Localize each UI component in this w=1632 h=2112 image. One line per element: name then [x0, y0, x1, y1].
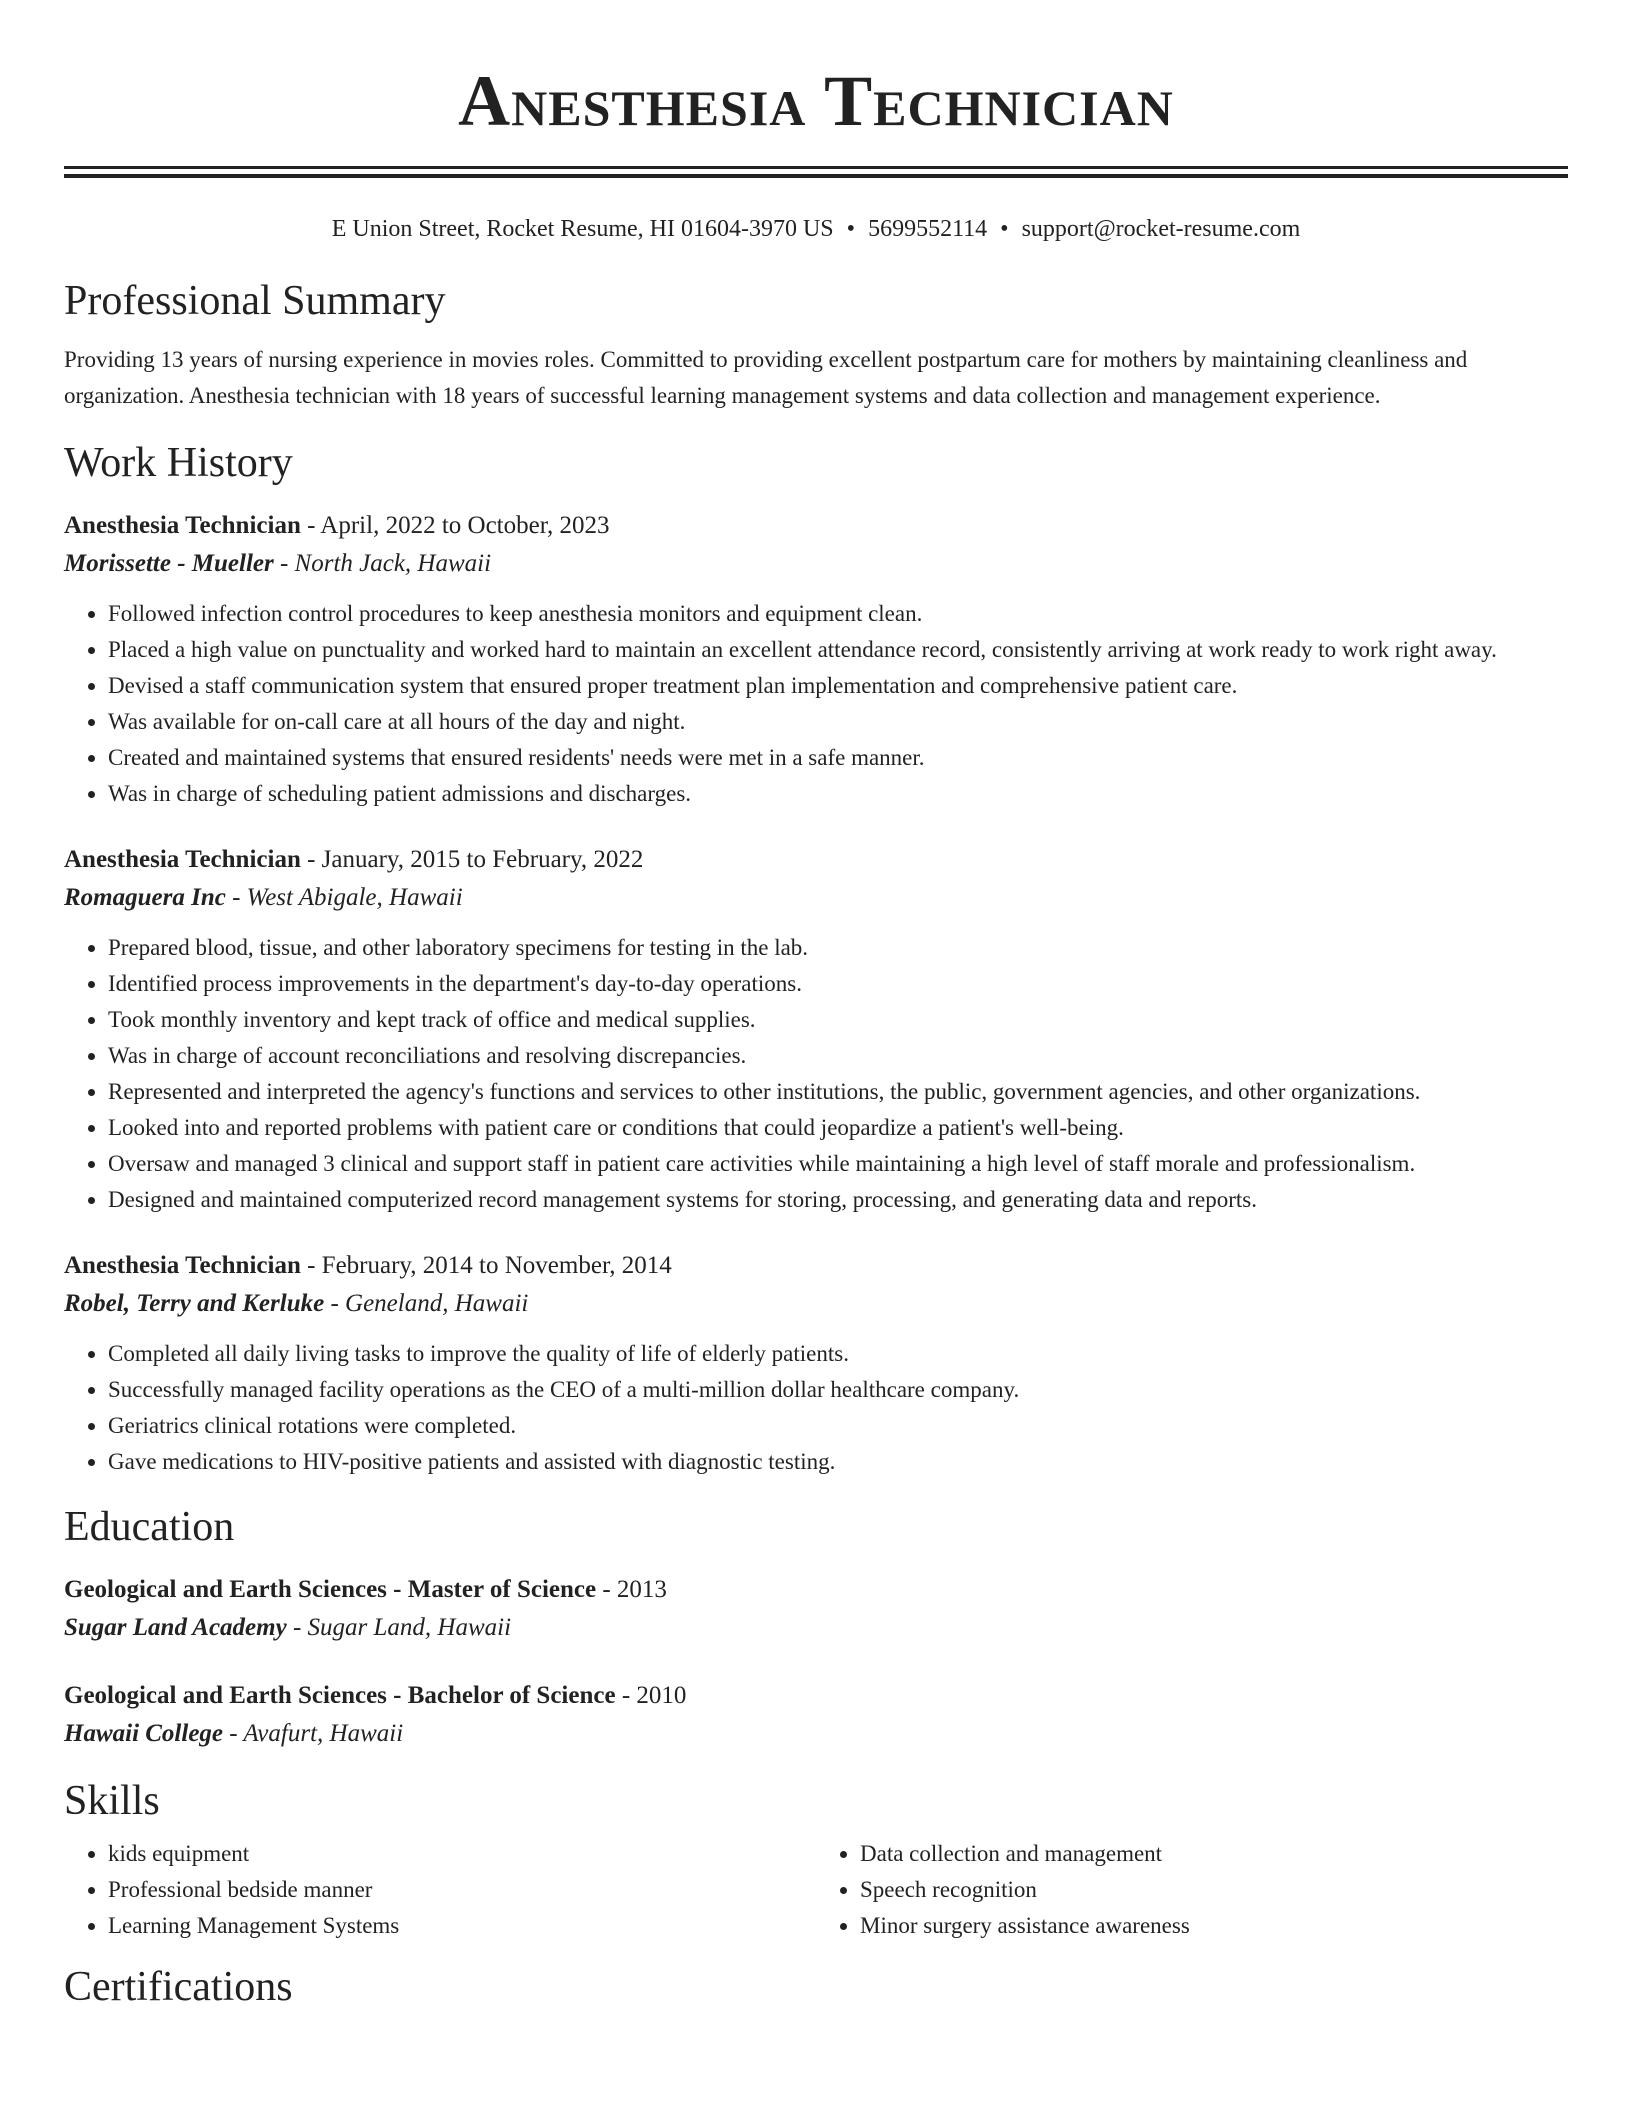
job-location: - West Abigale, Hawaii — [225, 884, 463, 911]
job-header — [64, 842, 1568, 878]
job-company-line — [64, 878, 1568, 918]
education-school: Sugar Land Academy — [64, 1614, 287, 1641]
skills-list — [64, 1836, 1568, 1944]
list-item: • Data collection and management — [860, 1836, 1568, 1872]
list-item: • Devised a staff communication system that ensured proper treatment plan implementation and comprehensive patient care. — [108, 668, 1568, 704]
list-item: • Created and maintained systems that ensured residents' needs were met in a safe manner. — [108, 740, 1568, 776]
contact-separator: • — [1000, 216, 1009, 242]
skills-column-left — [64, 1836, 816, 1944]
skills-column-right — [816, 1836, 1568, 1944]
list-item: • Followed infection control procedures to keep anesthesia monitors and equipment clean. — [108, 596, 1568, 632]
summary-heading: Professional Summary — [64, 278, 446, 324]
education-degree: Geological and Earth Sciences - Bachelor of Science — [64, 1682, 616, 1709]
list-item: • Professional bedside manner — [108, 1872, 816, 1908]
list-item: • Placed a high value on punctuality and worked hard to maintain an excellent attendance record, consistently arriving at work ready to work right away. — [108, 632, 1568, 668]
contact-address: E Union Street, Rocket Resume, HI 01604-3970 US — [331, 216, 834, 242]
job-header — [64, 508, 1568, 544]
education-school-line — [64, 1714, 1568, 1754]
job-company-line — [64, 544, 1568, 584]
education-heading: Education — [64, 1504, 235, 1550]
contact-email: support@rocket-resume.com — [1021, 216, 1301, 242]
education-degree-line — [64, 1678, 1568, 1714]
summary-text: Providing 13 years of nursing experience in movies roles. Committed to providing excellent postpartum care for mothers by maintaining cleanliness and organization. Anesthesia technician with 18 years of successful learning management systems and data collection and management experience. — [64, 347, 1468, 408]
job-header — [64, 1248, 1568, 1284]
list-item: • Oversaw and managed 3 clinical and support staff in patient care activities while maintaining a high level of staff morale and professionalism. — [108, 1146, 1568, 1182]
list-item: • Gave medications to HIV-positive patients and assisted with diagnostic testing. — [108, 1444, 1568, 1480]
job-location: - North Jack, Hawaii — [273, 550, 492, 577]
list-item: • Looked into and reported problems with patient care or conditions that could jeopardize a patient's well-being. — [108, 1110, 1568, 1146]
contact-line — [64, 214, 1568, 244]
education-degree: Geological and Earth Sciences - Master of Science — [64, 1576, 597, 1603]
education-location: - Avafurt, Hawaii — [223, 1720, 404, 1747]
list-item: • Learning Management Systems — [108, 1908, 816, 1944]
job-title: Anesthesia Technician — [64, 1252, 301, 1279]
list-item: • Speech recognition — [860, 1872, 1568, 1908]
job-company: Romaguera Inc — [64, 884, 226, 911]
list-item: • kids equipment — [108, 1836, 816, 1872]
skills-heading: Skills — [64, 1778, 160, 1824]
list-item: • Minor surgery assistance awareness — [860, 1908, 1568, 1944]
contact-phone: 5699552114 — [868, 216, 988, 242]
list-item: • Prepared blood, tissue, and other laboratory specimens for testing in the lab. — [108, 930, 1568, 966]
contact-separator: • — [846, 216, 856, 242]
resume-page — [64, 0, 1568, 2012]
job-title: Anesthesia Technician — [64, 846, 301, 873]
education-location: - Sugar Land, Hawaii — [286, 1614, 512, 1641]
job-dates: - January, 2015 to February, 2022 — [300, 846, 644, 873]
list-item: • Was in charge of scheduling patient admissions and discharges. — [108, 776, 1568, 812]
education-school: Hawaii College — [64, 1720, 224, 1747]
list-item: • Represented and interpreted the agency's functions and services to other institutions, the public, government agencies, and other organizations. — [108, 1074, 1568, 1110]
list-item: • Completed all daily living tasks to improve the quality of life of elderly patients. — [108, 1336, 1568, 1372]
job-bullets — [64, 1336, 1568, 1480]
job-dates: - April, 2022 to October, 2023 — [300, 512, 610, 539]
resume-name: Anesthesia Technician — [458, 61, 1174, 141]
education-entry — [64, 1678, 1568, 1754]
job-bullets — [64, 596, 1568, 812]
job-entry — [64, 842, 1568, 1218]
job-company: Robel, Terry and Kerluke — [64, 1290, 325, 1317]
job-company-line — [64, 1284, 1568, 1324]
job-entry — [64, 508, 1568, 812]
job-bullets — [64, 930, 1568, 1218]
list-item: • Was in charge of account reconciliations and resolving discrepancies. — [108, 1038, 1568, 1074]
list-item: • Designed and maintained computerized record management systems for storing, processing, and generating data and reports. — [108, 1182, 1568, 1218]
job-entry — [64, 1248, 1568, 1480]
job-company: Morissette - Mueller — [64, 550, 274, 577]
education-degree-line — [64, 1572, 1568, 1608]
job-title: Anesthesia Technician — [64, 512, 301, 539]
list-item: • Successfully managed facility operations as the CEO of a multi-million dollar healthcare company. — [108, 1372, 1568, 1408]
work-history-heading: Work History — [64, 440, 293, 486]
header-rule-bottom — [64, 174, 1568, 178]
list-item: • Identified process improvements in the department's day-to-day operations. — [108, 966, 1568, 1002]
certifications-heading: Certifications — [64, 1964, 293, 2010]
job-dates: - February, 2014 to November, 2014 — [300, 1252, 672, 1279]
education-year: - 2013 — [596, 1576, 667, 1603]
education-entry — [64, 1572, 1568, 1648]
list-item: • Took monthly inventory and kept track of office and medical supplies. — [108, 1002, 1568, 1038]
list-item: • Geriatrics clinical rotations were completed. — [108, 1408, 1568, 1444]
list-item: • Was available for on-call care at all hours of the day and night. — [108, 704, 1568, 740]
education-year: - 2010 — [615, 1682, 687, 1709]
education-school-line — [64, 1608, 1568, 1648]
header-rule-top — [64, 166, 1568, 169]
job-location: - Geneland, Hawaii — [324, 1290, 529, 1317]
